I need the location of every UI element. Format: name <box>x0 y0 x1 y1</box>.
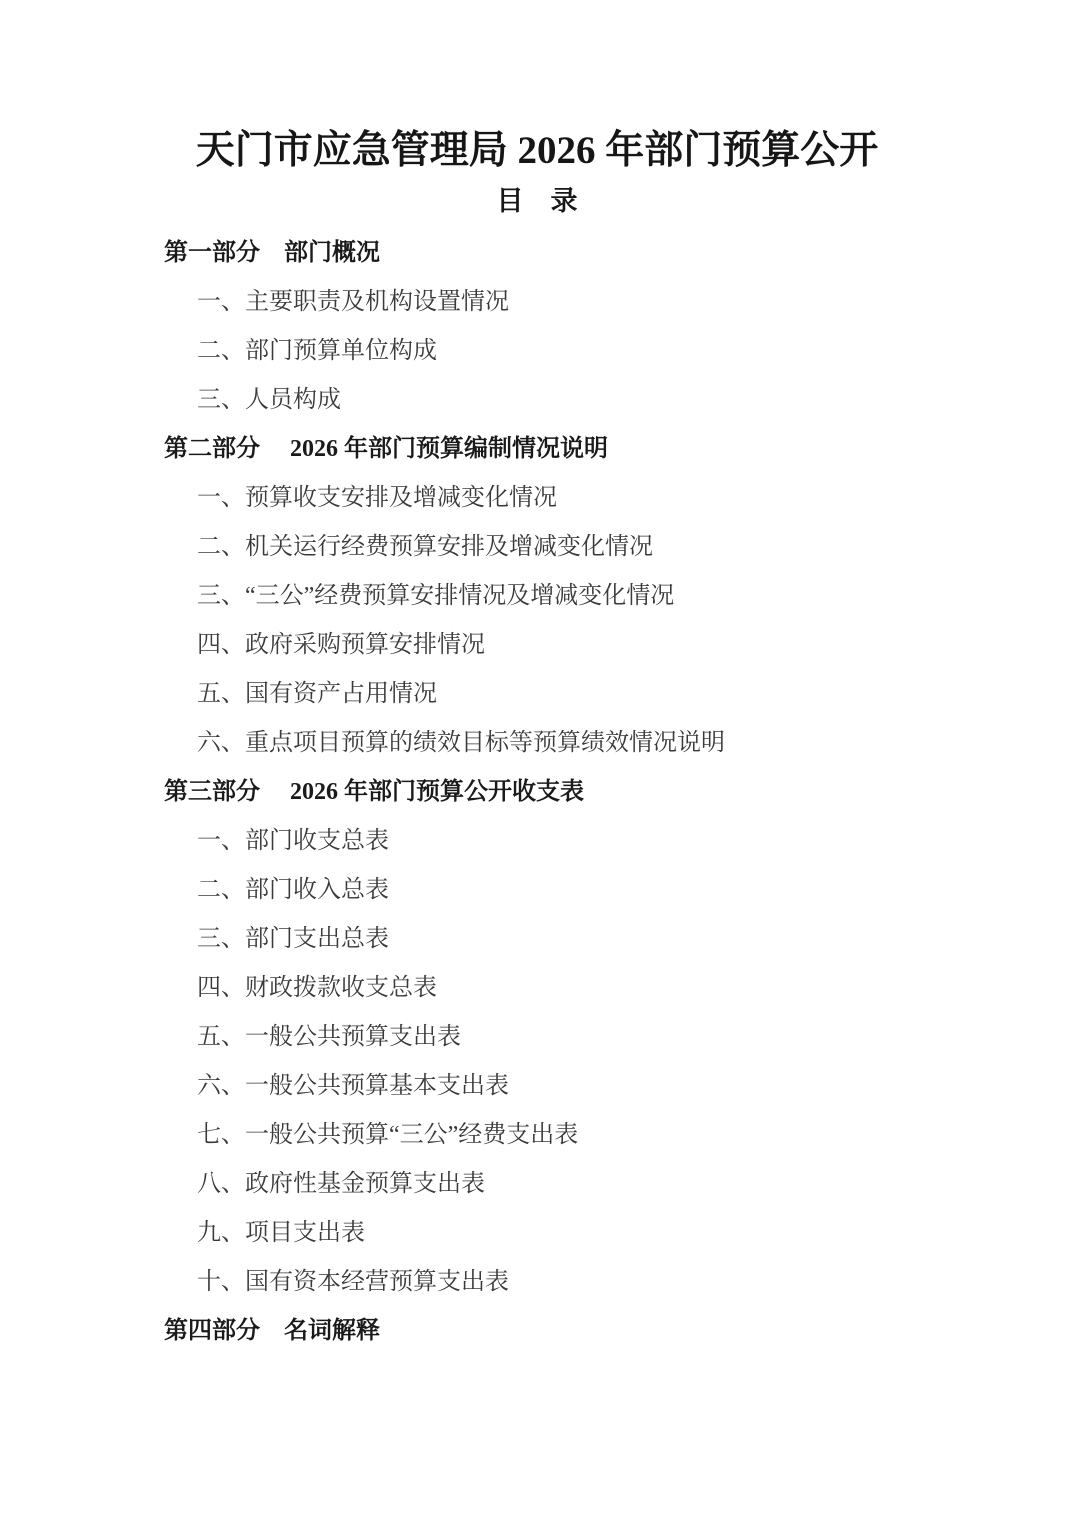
toc-item: 十、国有资本经营预算支出表 <box>197 1269 509 1296</box>
table-of-contents <box>164 229 1034 1356</box>
toc-item: 三、部门支出总表 <box>197 926 389 953</box>
toc-item: 一、部门收支总表 <box>197 828 389 855</box>
toc-item: 二、部门预算单位构成 <box>197 338 437 365</box>
toc-item: 三、人员构成 <box>197 387 341 414</box>
document-title: 天门市应急管理局 2026 年部门预算公开 <box>195 129 879 172</box>
toc-item: 一、主要职责及机构设置情况 <box>197 289 509 316</box>
toc-item: 六、重点项目预算的绩效目标等预算绩效情况说明 <box>197 730 725 757</box>
toc-item: 四、财政拨款收支总表 <box>197 975 437 1002</box>
toc-item: 八、政府性基金预算支出表 <box>197 1171 485 1198</box>
section-heading-part1: 第一部分 部门概况 <box>164 240 380 267</box>
toc-heading: 目 录 <box>496 185 578 216</box>
toc-item: 三、“三公”经费预算安排情况及增减变化情况 <box>197 583 675 610</box>
toc-item: 二、机关运行经费预算安排及增减变化情况 <box>197 534 653 561</box>
toc-item: 一、预算收支安排及增减变化情况 <box>197 485 557 512</box>
toc-item: 七、一般公共预算“三公”经费支出表 <box>197 1122 579 1149</box>
section-heading-part3: 第三部分 2026 年部门预算公开收支表 <box>164 779 584 806</box>
toc-item: 六、一般公共预算基本支出表 <box>197 1073 509 1100</box>
toc-item: 五、一般公共预算支出表 <box>197 1024 461 1051</box>
toc-item: 五、国有资产占用情况 <box>197 681 437 708</box>
toc-item: 四、政府采购预算安排情况 <box>197 632 485 659</box>
toc-item: 二、部门收入总表 <box>197 877 389 904</box>
toc-item: 九、项目支出表 <box>197 1220 365 1247</box>
section-heading-part4: 第四部分 名词解释 <box>164 1318 380 1345</box>
section-heading-part2: 第二部分 2026 年部门预算编制情况说明 <box>164 436 608 463</box>
